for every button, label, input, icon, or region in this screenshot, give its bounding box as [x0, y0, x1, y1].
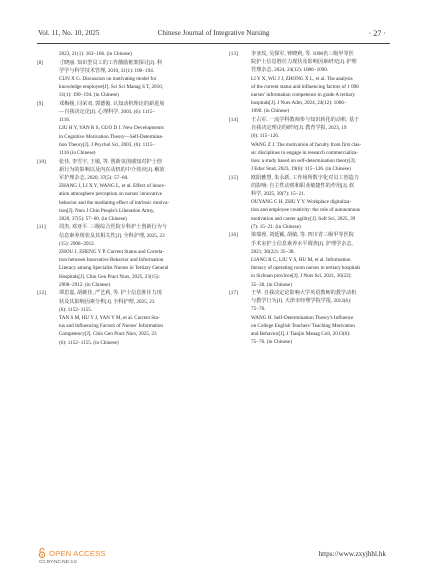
- reference-line: 邓梅杨, 闫荣双, 郭德俊. 认知动机理论的新进展: [59, 100, 165, 107]
- reference-line: 手术室护士信息素养水平调查[J]. 护理学杂志,: [251, 240, 353, 247]
- reference-line: 状及其影响因素分析[J]. 全科护理, 2025, 23: [59, 298, 155, 305]
- reference-number: [10]: [37, 158, 46, 165]
- reference-line: tus and Influencing Factors of Nurses' Information: [59, 323, 163, 330]
- reference-line: 院护士信息胜任力现状及影响因素研究[J]. 护理: [251, 59, 357, 66]
- reference-line: Competency[J]. Chin Gen Pract Nurs, 2025, 23: [59, 331, 157, 338]
- open-access-block: [38, 548, 106, 564]
- reference-number: [15]: [229, 174, 238, 181]
- reference-line: 周杰, 邓亚平. 三级综合医院专科护士创新行为与: [59, 224, 167, 231]
- reference-number: [17]: [229, 290, 238, 297]
- reference-line: in Cognitive Motivation Theory—Self-Determina-: [59, 133, 164, 140]
- journal-title: Chinese Journal of Integrative Nursing: [157, 29, 270, 37]
- reference-line: (6): 1152−1155.: [59, 306, 93, 313]
- reference-line: (7): 15−21. (in Chinese): [251, 223, 301, 230]
- reference-line: 2020, 37(5): 57−60. (in Chinese): [59, 215, 127, 222]
- reference-line: 欧阳雅慧, 朱永跃. 工作场所数字化对员工创造力: [251, 174, 359, 181]
- reference-item: [37, 289, 198, 346]
- reference-number: [16]: [229, 232, 238, 239]
- reference-line: tion: a study based on self-determination theory[J].: [251, 157, 356, 164]
- reference-line: 的影响: 自主性动机和职业敏捷性的作用[J]. 软: [251, 182, 355, 189]
- reference-line: WANG Z J. The motivation of faculty from first clas-: [251, 141, 362, 148]
- reference-line: J Educ Stud, 2023, 19(6): 115−126. (in Chinese): [251, 166, 351, 173]
- page-header: [0, 0, 427, 46]
- reference-line: (6): 115−126.: [251, 133, 280, 140]
- reference-item: [229, 174, 390, 231]
- reference-line: 新行为的影响以及内在动机的中介效应[J]. 解放: [59, 166, 165, 173]
- reference-line: 75−76. (in Chinese): [251, 339, 293, 346]
- header-rule: [37, 43, 390, 44]
- reference-line: (6): 1152−1155. (in Chinese): [59, 339, 119, 346]
- reference-line: ation atmosphere perception on nurses' innovative: [59, 191, 162, 198]
- journal-url[interactable]: https://www.zxyjhhl.hk: [318, 550, 386, 558]
- reference-item: [229, 50, 390, 116]
- reference-line: and Behavior[J]. J Tianjin Manag Coll, 2013(6):: [251, 331, 351, 338]
- reference-line: on College English Teachers' Teaching Motivation: [251, 322, 355, 329]
- reference-column-right: [229, 50, 390, 347]
- reference-line: TAN S M, HU Y J, YAN Y M, et al. Current Sta-: [59, 314, 160, 321]
- reference-line: 与教学行为[J]. 天津市经理学院学报, 2013(6):: [251, 298, 352, 305]
- reference-line: 科学, 2025, 39(7): 15−21.: [251, 191, 306, 198]
- reference-line: 75−76.: [251, 306, 266, 313]
- reference-line: in Sichuan province[J]. J Nurs Sci, 2021, 36(22):: [251, 273, 352, 280]
- reference-line: 寸晓丽. 知识型员工的工作激励框架探讨[J]. 科: [59, 59, 163, 66]
- reference-line: Hospitals[J]. Chin Gen Pract Nurs, 2025, 23(15):: [59, 273, 160, 280]
- license-label: CC BY-NC-ND 4.0: [39, 559, 77, 564]
- open-access-lock-icon: [38, 548, 46, 558]
- reference-line: hospitals[J]. J Nurs Adm, 2024, 24(12): 1086−: [251, 100, 347, 107]
- reference-line: 2023, 21(1): 163−166. (in Chinese): [59, 51, 132, 57]
- reference-line: LI Y X, WU J J, ZHONG X L, et al. The analysis: [251, 75, 353, 82]
- reference-line: ZHANG J, LI X Y, WANG L, et al. Effect of innov-: [59, 183, 166, 190]
- reference-line: 1090. (in Chinese): [251, 108, 290, 115]
- reference-line: 2908−2912. (in Chinese): [59, 281, 111, 288]
- reference-line: 35−38. (in Chinese): [251, 281, 293, 288]
- reference-line: 谭思嘉, 胡姚佳, 严艺莉, 等. 护士信息胜任力现: [59, 290, 162, 297]
- open-access-label: OPEN ACCESS: [49, 548, 106, 558]
- reference-line: WANG H. Self-Determination Theory's Influence: [251, 314, 354, 321]
- reference-item: [37, 59, 198, 100]
- reference-line: —自我决定论[J]. 心理科学, 2003, (6): 1115−: [59, 109, 156, 116]
- reference-item: [37, 100, 198, 157]
- reference-line: nurses' information competence in grade A tertiary: [251, 92, 355, 99]
- reference-line: 1116.: [59, 117, 71, 124]
- reference-column-left: [37, 50, 198, 347]
- reference-line: OUYANG C H, ZHU Y Y. Workplace digitaliza-: [251, 199, 352, 206]
- reference-line: ZHOU J, ZHENG Y P. Current Status and Correla-: [59, 249, 164, 256]
- page-number: · 27 ·: [368, 29, 386, 38]
- reference-item: [37, 223, 198, 289]
- reference-line: of the current status and influencing factors of 1 098: [251, 83, 359, 90]
- reference-line: LIU H Y, YAN R S, GUO D J. New Developments: [59, 125, 164, 132]
- reference-number: [11]: [37, 224, 46, 231]
- reference-line: (15): 2908−2912.: [59, 240, 96, 247]
- reference-line: 王华. 自我决定论影响大学英语教师的教学动机: [251, 290, 357, 297]
- reference-number: [13]: [229, 51, 238, 57]
- reference-line: sic disciplines to engage in research commercializa-: [251, 149, 359, 156]
- reference-line: tion[J]. Nurs J Chin People's Liberation Army,: [59, 207, 155, 214]
- reference-line: knowledge employee[J]. Sci Sci Manag S T, 2010,: [59, 84, 164, 91]
- reference-line: LIANG R C, LIU Y S, HU M, et al. Information: [251, 256, 351, 263]
- reference-line: 管理杂志, 2024, 24(12): 1086−1090.: [251, 67, 329, 74]
- reference-item: [229, 231, 390, 288]
- reference-line: literacy of operating room nurses in tertiary hospitals: [251, 265, 361, 272]
- reference-item: [229, 289, 390, 346]
- reference-line: 31(1): 190−194. (in Chinese): [59, 92, 120, 99]
- reference-item: [37, 50, 198, 58]
- reference-line: behavior and the mediating effect of intrinsic motiva-: [59, 199, 169, 206]
- reference-item: [229, 116, 390, 173]
- reference-line: 王占军. 一流学科教师参与知识转化的动机: 基于: [251, 116, 360, 123]
- reference-line: 自我决定理论的研究[J]. 教育学报, 2023, 19: [251, 125, 347, 132]
- volume-issue: Vol. 11, No. 10, 2025: [38, 29, 100, 37]
- reference-line: 学学与科学技术管理, 2010, 31(1): 190−194.: [59, 67, 155, 74]
- reference-number: [9]: [37, 100, 44, 107]
- reference-line: tion and employee creativity: the role of autonomous: [251, 207, 360, 214]
- reference-number: [12]: [37, 290, 46, 297]
- reference-line: 张佳, 李雪宇, 王敏, 等. 创新氛围感知对护士创: [59, 158, 162, 165]
- reference-item: [37, 158, 198, 224]
- reference-number: [14]: [229, 116, 238, 123]
- reference-line: CUN X G. Discussion on motivating model for: [59, 75, 157, 82]
- reference-line: 梁瑞蓉, 刘延颖, 胡敏, 等. 四川省三级甲等医院: [251, 232, 354, 239]
- reference-line: 信息素养现状及其相关性[J]. 全科护理, 2025, 23: [59, 232, 165, 239]
- reference-number: [8]: [37, 59, 44, 66]
- reference-line: tion between Innovative Behavior and Information: [59, 257, 164, 264]
- reference-line: Literacy among Specialist Nurses in Tertiary General: [59, 265, 169, 272]
- reference-line: 李亚玫, 吴探军, 钟晓莉, 等. 1098名三级甲等医: [251, 51, 354, 57]
- reference-line: tion Theory[J]. J Psychol Sci, 2003, (6): 1115−: [59, 141, 156, 148]
- reference-line: motivation and career agility[J]. Soft Sci, 2025, 39: [251, 215, 356, 222]
- reference-line: 1116 (in Chinese): [59, 150, 96, 157]
- reference-line: 2021, 36(22): 35−38.: [251, 248, 295, 255]
- reference-line: 军护理杂志, 2020, 37(5): 57−60.: [59, 174, 129, 181]
